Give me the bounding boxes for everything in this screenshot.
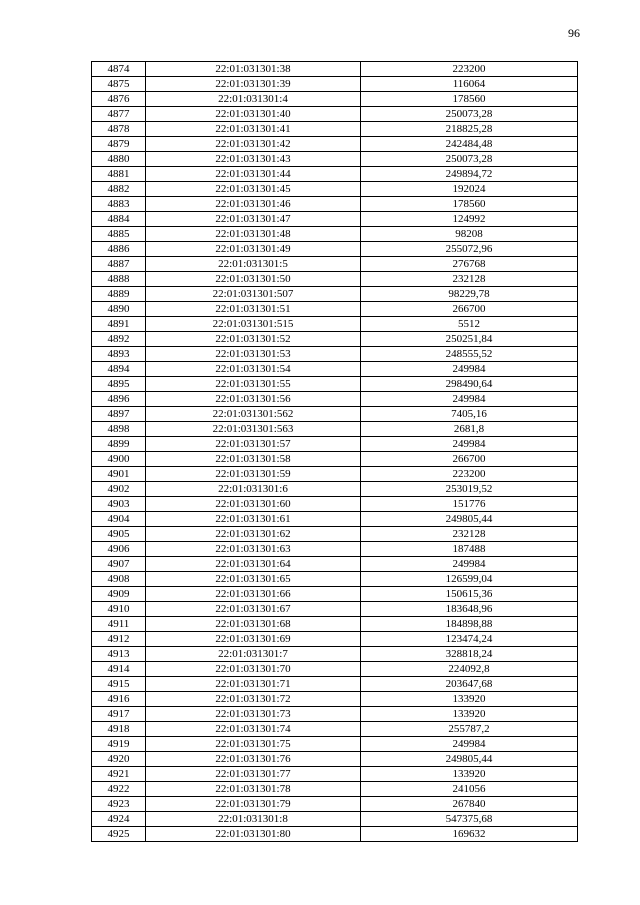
row-number-cell: 4888: [92, 272, 146, 287]
value-cell: 249805,44: [361, 512, 578, 527]
cadastral-number-cell: 22:01:031301:39: [146, 77, 361, 92]
row-number-cell: 4876: [92, 92, 146, 107]
row-number-cell: 4893: [92, 347, 146, 362]
cadastral-number-cell: 22:01:031301:59: [146, 467, 361, 482]
cadastral-number-cell: 22:01:031301:562: [146, 407, 361, 422]
row-number-cell: 4898: [92, 422, 146, 437]
cadastral-number-cell: 22:01:031301:55: [146, 377, 361, 392]
row-number-cell: 4917: [92, 707, 146, 722]
table-row: [92, 302, 578, 317]
table-row: [92, 77, 578, 92]
row-number-cell: 4922: [92, 782, 146, 797]
table-row: [92, 497, 578, 512]
value-cell: 253019,52: [361, 482, 578, 497]
value-cell: 218825,28: [361, 122, 578, 137]
cadastral-number-cell: 22:01:031301:42: [146, 137, 361, 152]
cadastral-number-cell: 22:01:031301:78: [146, 782, 361, 797]
row-number-cell: 4910: [92, 602, 146, 617]
value-cell: 248555,52: [361, 347, 578, 362]
cadastral-number-cell: 22:01:031301:46: [146, 197, 361, 212]
value-cell: 255072,96: [361, 242, 578, 257]
value-cell: 249984: [361, 557, 578, 572]
table-row: [92, 242, 578, 257]
value-cell: 267840: [361, 797, 578, 812]
row-number-cell: 4884: [92, 212, 146, 227]
cadastral-number-cell: 22:01:031301:71: [146, 677, 361, 692]
row-number-cell: 4896: [92, 392, 146, 407]
value-cell: 203647,68: [361, 677, 578, 692]
cadastral-number-cell: 22:01:031301:5: [146, 257, 361, 272]
table-row: [92, 197, 578, 212]
table-row: [92, 317, 578, 332]
cadastral-number-cell: 22:01:031301:6: [146, 482, 361, 497]
value-cell: 276768: [361, 257, 578, 272]
cadastral-number-cell: 22:01:031301:38: [146, 62, 361, 77]
table-row: [92, 137, 578, 152]
table-row: [92, 767, 578, 782]
table-body: [92, 62, 578, 842]
row-number-cell: 4924: [92, 812, 146, 827]
cadastral-number-cell: 22:01:031301:63: [146, 542, 361, 557]
cadastral-number-cell: 22:01:031301:52: [146, 332, 361, 347]
row-number-cell: 4920: [92, 752, 146, 767]
row-number-cell: 4921: [92, 767, 146, 782]
row-number-cell: 4890: [92, 302, 146, 317]
row-number-cell: 4897: [92, 407, 146, 422]
table-row: [92, 257, 578, 272]
table-row: [92, 377, 578, 392]
row-number-cell: 4878: [92, 122, 146, 137]
value-cell: 124992: [361, 212, 578, 227]
row-number-cell: 4919: [92, 737, 146, 752]
table-row: [92, 677, 578, 692]
value-cell: 255787,2: [361, 722, 578, 737]
value-cell: 151776: [361, 497, 578, 512]
row-number-cell: 4906: [92, 542, 146, 557]
row-number-cell: 4889: [92, 287, 146, 302]
value-cell: 178560: [361, 92, 578, 107]
cadastral-number-cell: 22:01:031301:49: [146, 242, 361, 257]
table-row: [92, 797, 578, 812]
cadastral-number-cell: 22:01:031301:54: [146, 362, 361, 377]
row-number-cell: 4883: [92, 197, 146, 212]
table-row: [92, 212, 578, 227]
row-number-cell: 4899: [92, 437, 146, 452]
cadastral-number-cell: 22:01:031301:48: [146, 227, 361, 242]
cadastral-number-cell: 22:01:031301:7: [146, 647, 361, 662]
value-cell: 266700: [361, 452, 578, 467]
row-number-cell: 4894: [92, 362, 146, 377]
value-cell: 98229,78: [361, 287, 578, 302]
row-number-cell: 4880: [92, 152, 146, 167]
cadastral-number-cell: 22:01:031301:66: [146, 587, 361, 602]
table-row: [92, 392, 578, 407]
cadastral-number-cell: 22:01:031301:68: [146, 617, 361, 632]
row-number-cell: 4892: [92, 332, 146, 347]
value-cell: 328818,24: [361, 647, 578, 662]
row-number-cell: 4914: [92, 662, 146, 677]
table-row: [92, 122, 578, 137]
row-number-cell: 4923: [92, 797, 146, 812]
cadastral-number-cell: 22:01:031301:507: [146, 287, 361, 302]
cadastral-number-cell: 22:01:031301:56: [146, 392, 361, 407]
row-number-cell: 4905: [92, 527, 146, 542]
cadastral-number-cell: 22:01:031301:563: [146, 422, 361, 437]
row-number-cell: 4877: [92, 107, 146, 122]
table-row: [92, 707, 578, 722]
row-number-cell: 4902: [92, 482, 146, 497]
value-cell: 184898,88: [361, 617, 578, 632]
value-cell: 250073,28: [361, 152, 578, 167]
cadastral-number-cell: 22:01:031301:72: [146, 692, 361, 707]
cadastral-number-cell: 22:01:031301:40: [146, 107, 361, 122]
row-number-cell: 4918: [92, 722, 146, 737]
table-row: [92, 632, 578, 647]
table-row: [92, 227, 578, 242]
value-cell: 249984: [361, 362, 578, 377]
row-number-cell: 4903: [92, 497, 146, 512]
value-cell: 250251,84: [361, 332, 578, 347]
value-cell: 223200: [361, 467, 578, 482]
row-number-cell: 4879: [92, 137, 146, 152]
value-cell: 98208: [361, 227, 578, 242]
table-row: [92, 527, 578, 542]
cadastral-number-cell: 22:01:031301:65: [146, 572, 361, 587]
cadastral-number-cell: 22:01:031301:57: [146, 437, 361, 452]
value-cell: 169632: [361, 827, 578, 842]
value-cell: 224092,8: [361, 662, 578, 677]
value-cell: 249984: [361, 392, 578, 407]
row-number-cell: 4909: [92, 587, 146, 602]
table-row: [92, 407, 578, 422]
table-row: [92, 572, 578, 587]
table-row: [92, 467, 578, 482]
table-row: [92, 827, 578, 842]
table-row: [92, 812, 578, 827]
value-cell: 187488: [361, 542, 578, 557]
table-row: [92, 182, 578, 197]
value-cell: 223200: [361, 62, 578, 77]
table-row: [92, 602, 578, 617]
table-row: [92, 272, 578, 287]
row-number-cell: 4895: [92, 377, 146, 392]
value-cell: 5512: [361, 317, 578, 332]
cadastral-number-cell: 22:01:031301:67: [146, 602, 361, 617]
value-cell: 133920: [361, 692, 578, 707]
row-number-cell: 4885: [92, 227, 146, 242]
cadastral-number-cell: 22:01:031301:64: [146, 557, 361, 572]
cadastral-number-cell: 22:01:031301:76: [146, 752, 361, 767]
table-row: [92, 722, 578, 737]
value-cell: 298490,64: [361, 377, 578, 392]
table-row: [92, 152, 578, 167]
row-number-cell: 4911: [92, 617, 146, 632]
data-table: [91, 61, 578, 842]
cadastral-number-cell: 22:01:031301:74: [146, 722, 361, 737]
cadastral-number-cell: 22:01:031301:61: [146, 512, 361, 527]
table-row: [92, 332, 578, 347]
value-cell: 241056: [361, 782, 578, 797]
table-row: [92, 752, 578, 767]
table-row: [92, 452, 578, 467]
value-cell: 123474,24: [361, 632, 578, 647]
table-row: [92, 662, 578, 677]
row-number-cell: 4891: [92, 317, 146, 332]
cadastral-number-cell: 22:01:031301:8: [146, 812, 361, 827]
value-cell: 249894,72: [361, 167, 578, 182]
value-cell: 150615,36: [361, 587, 578, 602]
cadastral-number-cell: 22:01:031301:515: [146, 317, 361, 332]
row-number-cell: 4881: [92, 167, 146, 182]
row-number-cell: 4887: [92, 257, 146, 272]
value-cell: 2681,8: [361, 422, 578, 437]
value-cell: 126599,04: [361, 572, 578, 587]
cadastral-number-cell: 22:01:031301:69: [146, 632, 361, 647]
row-number-cell: 4913: [92, 647, 146, 662]
row-number-cell: 4916: [92, 692, 146, 707]
cadastral-number-cell: 22:01:031301:60: [146, 497, 361, 512]
table-row: [92, 167, 578, 182]
table-row: [92, 62, 578, 77]
value-cell: 266700: [361, 302, 578, 317]
cadastral-number-cell: 22:01:031301:43: [146, 152, 361, 167]
table-row: [92, 692, 578, 707]
value-cell: 178560: [361, 197, 578, 212]
row-number-cell: 4875: [92, 77, 146, 92]
row-number-cell: 4925: [92, 827, 146, 842]
value-cell: 192024: [361, 182, 578, 197]
cadastral-number-cell: 22:01:031301:70: [146, 662, 361, 677]
value-cell: 116064: [361, 77, 578, 92]
cadastral-number-cell: 22:01:031301:79: [146, 797, 361, 812]
table-row: [92, 107, 578, 122]
table-row: [92, 422, 578, 437]
table-row: [92, 347, 578, 362]
cadastral-number-cell: 22:01:031301:73: [146, 707, 361, 722]
cadastral-number-cell: 22:01:031301:44: [146, 167, 361, 182]
value-cell: 547375,68: [361, 812, 578, 827]
row-number-cell: 4904: [92, 512, 146, 527]
cadastral-number-cell: 22:01:031301:77: [146, 767, 361, 782]
page-number: 96: [568, 26, 580, 40]
table-row: [92, 362, 578, 377]
table-row: [92, 647, 578, 662]
value-cell: 249984: [361, 737, 578, 752]
row-number-cell: 4901: [92, 467, 146, 482]
table-row: [92, 737, 578, 752]
cadastral-number-cell: 22:01:031301:50: [146, 272, 361, 287]
value-cell: 232128: [361, 527, 578, 542]
value-cell: 133920: [361, 767, 578, 782]
table-row: [92, 287, 578, 302]
row-number-cell: 4907: [92, 557, 146, 572]
table-row: [92, 437, 578, 452]
table-row: [92, 512, 578, 527]
table-row: [92, 557, 578, 572]
value-cell: 249984: [361, 437, 578, 452]
value-cell: 249805,44: [361, 752, 578, 767]
cadastral-number-cell: 22:01:031301:53: [146, 347, 361, 362]
row-number-cell: 4882: [92, 182, 146, 197]
cadastral-number-cell: 22:01:031301:58: [146, 452, 361, 467]
row-number-cell: 4874: [92, 62, 146, 77]
table-row: [92, 542, 578, 557]
cadastral-number-cell: 22:01:031301:51: [146, 302, 361, 317]
row-number-cell: 4900: [92, 452, 146, 467]
value-cell: 232128: [361, 272, 578, 287]
value-cell: 250073,28: [361, 107, 578, 122]
table-row: [92, 587, 578, 602]
table-row: [92, 782, 578, 797]
cadastral-number-cell: 22:01:031301:41: [146, 122, 361, 137]
cadastral-number-cell: 22:01:031301:45: [146, 182, 361, 197]
value-cell: 242484,48: [361, 137, 578, 152]
cadastral-number-cell: 22:01:031301:80: [146, 827, 361, 842]
table-row: [92, 617, 578, 632]
row-number-cell: 4912: [92, 632, 146, 647]
cadastral-number-cell: 22:01:031301:62: [146, 527, 361, 542]
value-cell: 183648,96: [361, 602, 578, 617]
table-row: [92, 92, 578, 107]
row-number-cell: 4886: [92, 242, 146, 257]
cadastral-number-cell: 22:01:031301:47: [146, 212, 361, 227]
cadastral-number-cell: 22:01:031301:4: [146, 92, 361, 107]
row-number-cell: 4915: [92, 677, 146, 692]
row-number-cell: 4908: [92, 572, 146, 587]
value-cell: 7405,16: [361, 407, 578, 422]
value-cell: 133920: [361, 707, 578, 722]
table-row: [92, 482, 578, 497]
cadastral-number-cell: 22:01:031301:75: [146, 737, 361, 752]
